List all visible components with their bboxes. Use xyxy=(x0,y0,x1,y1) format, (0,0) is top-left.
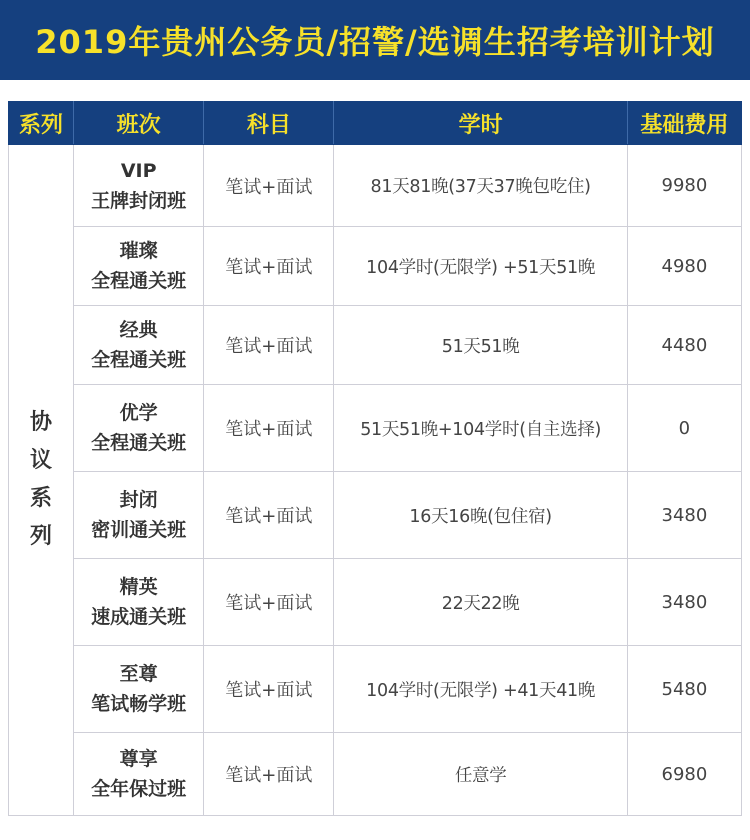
class-name-line2: 全年保过班 xyxy=(91,778,187,800)
class-name-line1: 经典 xyxy=(119,319,158,341)
class-name-line2: 全程通关班 xyxy=(91,432,187,454)
fee-cell: 3480 xyxy=(627,472,741,559)
fee-cell: 9980 xyxy=(627,145,741,227)
header-class: 班次 xyxy=(74,102,204,145)
header-hours: 学时 xyxy=(334,102,627,145)
table-row xyxy=(9,733,742,816)
class-name-line1: 优学 xyxy=(119,402,158,424)
series-label: 协议系列 xyxy=(30,410,53,549)
subject-cell: 笔试+面试 xyxy=(204,385,334,472)
subject-cell: 笔试+面试 xyxy=(204,227,334,306)
subject-cell: 笔试+面试 xyxy=(204,145,334,227)
hours-cell: 16天16晚(包住宿) xyxy=(334,472,627,559)
plan-table-container xyxy=(8,101,742,816)
subject-cell: 笔试+面试 xyxy=(204,733,334,816)
class-cell xyxy=(74,227,204,306)
class-name-line1: 精英 xyxy=(119,576,158,598)
class-name-line1: VIP xyxy=(120,159,157,182)
class-cell xyxy=(74,559,204,646)
fee-cell: 3480 xyxy=(627,559,741,646)
class-name-line1: 封闭 xyxy=(119,489,158,511)
fee-cell: 0 xyxy=(627,385,741,472)
hours-cell: 81天81晚(37天37晚包吃住) xyxy=(334,145,627,227)
class-name-line2: 密训通关班 xyxy=(91,519,187,541)
hours-cell: 104学时(无限学) +41天41晚 xyxy=(334,646,627,733)
subject-cell: 笔试+面试 xyxy=(204,472,334,559)
class-cell xyxy=(74,472,204,559)
class-name-line2: 速成通关班 xyxy=(91,606,187,628)
class-cell xyxy=(74,145,204,227)
subject-cell: 笔试+面试 xyxy=(204,306,334,385)
title-banner xyxy=(0,0,750,80)
hours-cell: 51天51晚+104学时(自主选择) xyxy=(334,385,627,472)
class-name-line1: 尊享 xyxy=(119,748,158,770)
subject-cell: 笔试+面试 xyxy=(204,559,334,646)
class-cell xyxy=(74,306,204,385)
hours-cell: 104学时(无限学) +51天51晚 xyxy=(334,227,627,306)
fee-cell: 4980 xyxy=(627,227,741,306)
subject-cell: 笔试+面试 xyxy=(204,646,334,733)
page-title: 2019年贵州公务员/招警/选调生招考培训计划 xyxy=(35,23,715,61)
class-name-line2: 全程通关班 xyxy=(91,270,187,292)
table-row xyxy=(9,559,742,646)
class-name-line2: 王牌封闭班 xyxy=(91,189,187,212)
class-name-line1: 至尊 xyxy=(119,663,158,685)
header-series: 系列 xyxy=(9,102,74,145)
hours-cell: 22天22晚 xyxy=(334,559,627,646)
class-cell xyxy=(74,385,204,472)
table-row xyxy=(9,145,742,227)
hours-cell: 51天51晚 xyxy=(334,306,627,385)
series-cell xyxy=(9,145,74,816)
class-cell xyxy=(74,733,204,816)
class-name-line2: 全程通关班 xyxy=(91,349,187,371)
fee-cell: 6980 xyxy=(627,733,741,816)
table-header-row xyxy=(9,102,742,145)
training-plan-table xyxy=(8,101,742,816)
fee-cell: 5480 xyxy=(627,646,741,733)
class-name-line2: 笔试畅学班 xyxy=(91,693,187,715)
hours-cell: 任意学 xyxy=(334,733,627,816)
table-row xyxy=(9,385,742,472)
header-subject: 科目 xyxy=(204,102,334,145)
fee-cell: 4480 xyxy=(627,306,741,385)
table-row xyxy=(9,306,742,385)
header-fee: 基础费用 xyxy=(627,102,741,145)
class-name-line1: 璀璨 xyxy=(119,240,158,262)
table-row xyxy=(9,472,742,559)
class-cell xyxy=(74,646,204,733)
table-row xyxy=(9,646,742,733)
table-row xyxy=(9,227,742,306)
